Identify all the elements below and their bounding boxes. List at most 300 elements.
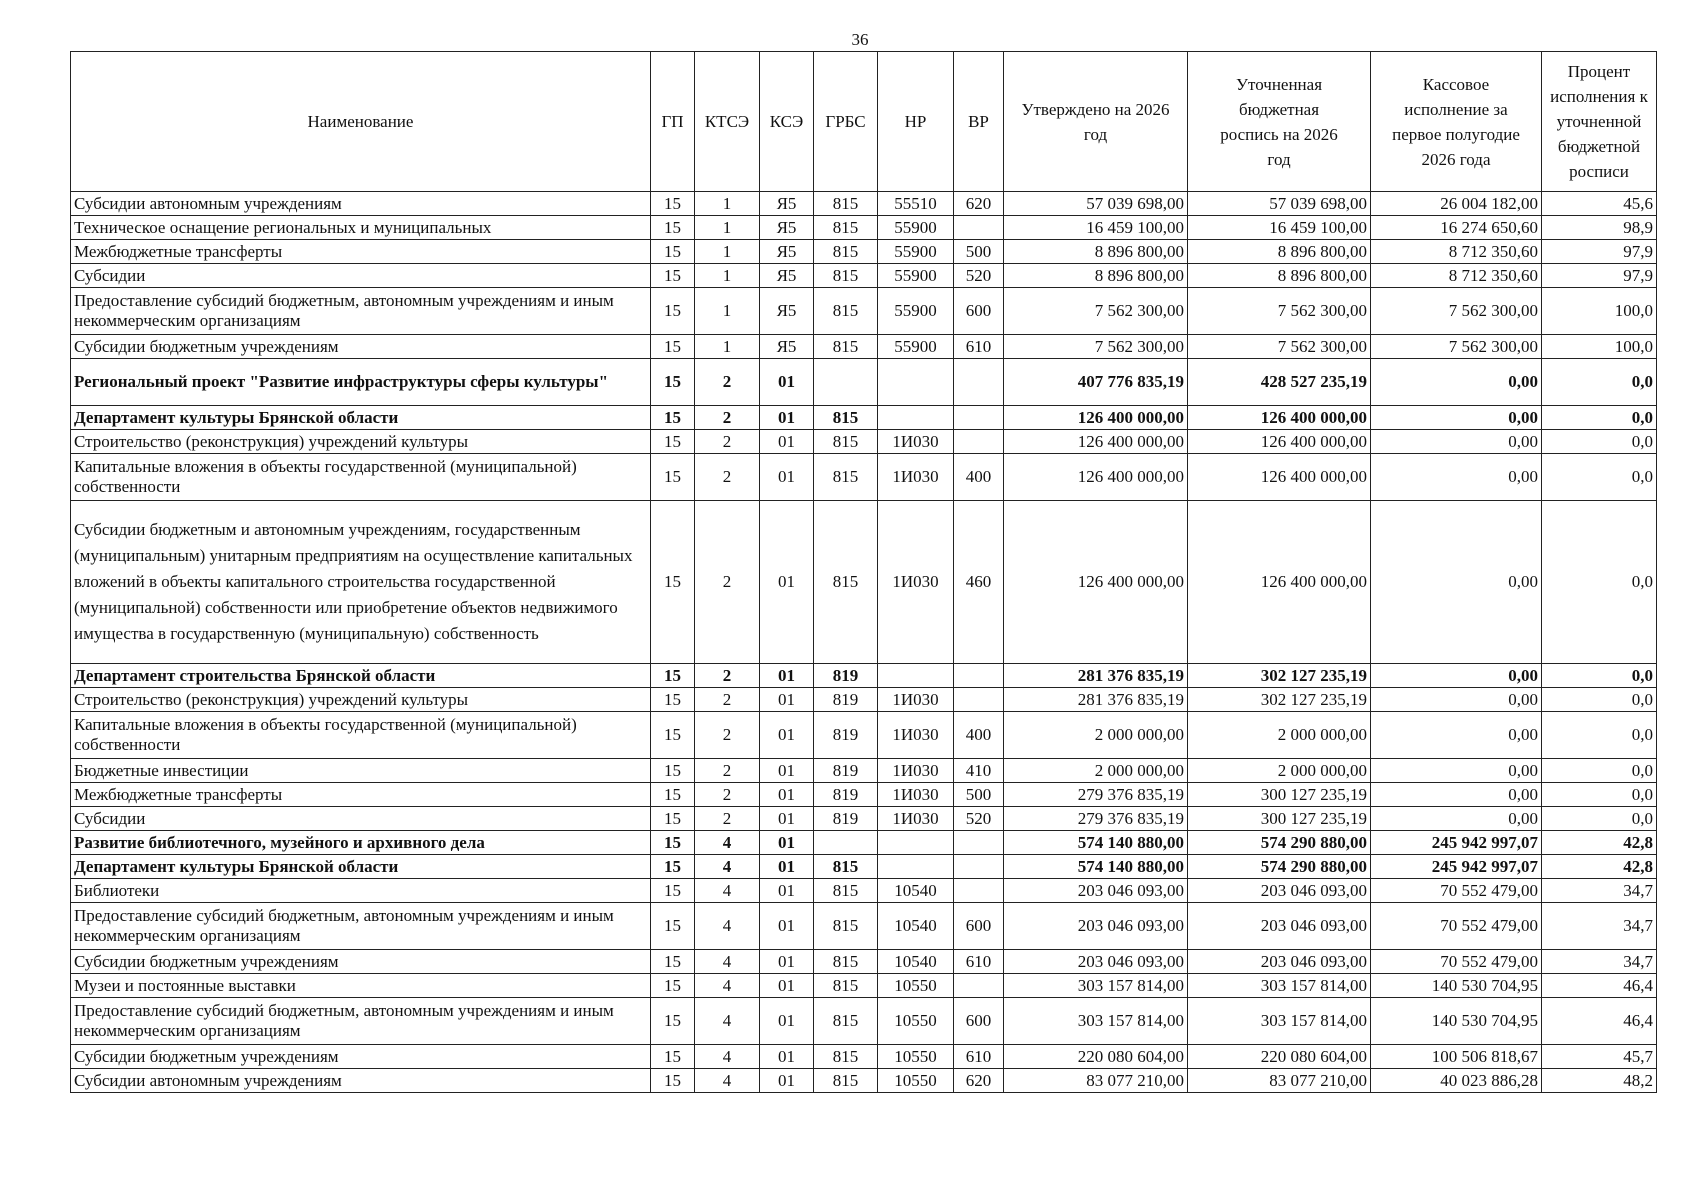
cell-refined: 83 077 210,00 bbox=[1188, 1069, 1371, 1093]
cell-refined: 574 290 880,00 bbox=[1188, 855, 1371, 879]
cell-refined: 126 400 000,00 bbox=[1188, 454, 1371, 501]
cell-ktse: 2 bbox=[695, 501, 760, 664]
cell-kse: 01 bbox=[760, 664, 814, 688]
cell-cash: 0,00 bbox=[1371, 501, 1542, 664]
cell-refined: 126 400 000,00 bbox=[1188, 430, 1371, 454]
cell-vr bbox=[954, 831, 1004, 855]
cell-approved: 574 140 880,00 bbox=[1004, 831, 1188, 855]
table-row bbox=[71, 288, 1657, 335]
cell-percent: 98,9 bbox=[1542, 216, 1657, 240]
header-refined: Уточненная бюджетная роспись на 2026 год bbox=[1188, 52, 1371, 192]
cell-kse: 01 bbox=[760, 783, 814, 807]
cell-grbs: 815 bbox=[814, 998, 878, 1045]
cell-kse: 01 bbox=[760, 855, 814, 879]
cell-nr: 55900 bbox=[878, 240, 954, 264]
cell-ktse: 4 bbox=[695, 950, 760, 974]
cell-gp: 15 bbox=[651, 454, 695, 501]
cell-percent: 97,9 bbox=[1542, 240, 1657, 264]
cell-vr: 610 bbox=[954, 950, 1004, 974]
cell-gp: 15 bbox=[651, 359, 695, 406]
cell-kse: Я5 bbox=[760, 288, 814, 335]
cell-cash: 245 942 997,07 bbox=[1371, 831, 1542, 855]
cell-cash: 0,00 bbox=[1371, 664, 1542, 688]
cell-name: Предоставление субсидий бюджетным, автономным учреждениям и иным некоммерческим организациям bbox=[71, 903, 651, 950]
cell-nr bbox=[878, 664, 954, 688]
table-row bbox=[71, 264, 1657, 288]
cell-grbs: 815 bbox=[814, 903, 878, 950]
cell-approved: 203 046 093,00 bbox=[1004, 903, 1188, 950]
cell-refined: 574 290 880,00 bbox=[1188, 831, 1371, 855]
cell-name: Предоставление субсидий бюджетным, автономным учреждениям и иным некоммерческим организациям bbox=[71, 288, 651, 335]
table-row bbox=[71, 454, 1657, 501]
table-row bbox=[71, 501, 1657, 664]
cell-name: Субсидии автономным учреждениям bbox=[71, 192, 651, 216]
cell-gp: 15 bbox=[651, 855, 695, 879]
table-row bbox=[71, 1045, 1657, 1069]
cell-percent: 100,0 bbox=[1542, 288, 1657, 335]
cell-ktse: 1 bbox=[695, 216, 760, 240]
cell-kse: 01 bbox=[760, 712, 814, 759]
cell-gp: 15 bbox=[651, 430, 695, 454]
cell-ktse: 2 bbox=[695, 688, 760, 712]
cell-vr: 520 bbox=[954, 807, 1004, 831]
header-grbs: ГРБС bbox=[814, 52, 878, 192]
cell-percent: 45,6 bbox=[1542, 192, 1657, 216]
cell-percent: 42,8 bbox=[1542, 855, 1657, 879]
cell-gp: 15 bbox=[651, 903, 695, 950]
cell-ktse: 4 bbox=[695, 831, 760, 855]
cell-percent: 0,0 bbox=[1542, 807, 1657, 831]
cell-ktse: 2 bbox=[695, 783, 760, 807]
cell-cash: 140 530 704,95 bbox=[1371, 974, 1542, 998]
cell-nr: 10540 bbox=[878, 950, 954, 974]
table-row bbox=[71, 807, 1657, 831]
cell-gp: 15 bbox=[651, 759, 695, 783]
cell-refined: 126 400 000,00 bbox=[1188, 406, 1371, 430]
cell-approved: 203 046 093,00 bbox=[1004, 879, 1188, 903]
cell-ktse: 2 bbox=[695, 807, 760, 831]
cell-grbs bbox=[814, 831, 878, 855]
cell-vr: 610 bbox=[954, 1045, 1004, 1069]
cell-ktse: 1 bbox=[695, 335, 760, 359]
cell-refined: 7 562 300,00 bbox=[1188, 288, 1371, 335]
cell-nr: 55510 bbox=[878, 192, 954, 216]
cell-approved: 126 400 000,00 bbox=[1004, 501, 1188, 664]
cell-gp: 15 bbox=[651, 501, 695, 664]
cell-nr: 10550 bbox=[878, 974, 954, 998]
cell-refined: 2 000 000,00 bbox=[1188, 759, 1371, 783]
cell-percent: 34,7 bbox=[1542, 879, 1657, 903]
cell-nr: 1И030 bbox=[878, 759, 954, 783]
cell-approved: 2 000 000,00 bbox=[1004, 712, 1188, 759]
cell-vr: 410 bbox=[954, 759, 1004, 783]
cell-refined: 2 000 000,00 bbox=[1188, 712, 1371, 759]
cell-ktse: 4 bbox=[695, 974, 760, 998]
cell-nr: 10550 bbox=[878, 998, 954, 1045]
cell-refined: 7 562 300,00 bbox=[1188, 335, 1371, 359]
cell-refined: 8 896 800,00 bbox=[1188, 240, 1371, 264]
cell-approved: 279 376 835,19 bbox=[1004, 783, 1188, 807]
cell-percent: 48,2 bbox=[1542, 1069, 1657, 1093]
cell-vr bbox=[954, 879, 1004, 903]
cell-kse: 01 bbox=[760, 688, 814, 712]
cell-approved: 574 140 880,00 bbox=[1004, 855, 1188, 879]
cell-ktse: 2 bbox=[695, 664, 760, 688]
cell-refined: 203 046 093,00 bbox=[1188, 950, 1371, 974]
page-number: 36 bbox=[851, 30, 869, 49]
cell-kse: 01 bbox=[760, 950, 814, 974]
cell-kse: 01 bbox=[760, 501, 814, 664]
cell-name: Региональный проект "Развитие инфраструктуры сферы культуры" bbox=[71, 359, 651, 406]
cell-percent: 0,0 bbox=[1542, 430, 1657, 454]
cell-name: Межбюджетные трансферты bbox=[71, 783, 651, 807]
cell-name: Департамент строительства Брянской области bbox=[71, 664, 651, 688]
cell-nr: 1И030 bbox=[878, 783, 954, 807]
cell-cash: 140 530 704,95 bbox=[1371, 998, 1542, 1045]
cell-ktse: 4 bbox=[695, 855, 760, 879]
cell-refined: 8 896 800,00 bbox=[1188, 264, 1371, 288]
table-row bbox=[71, 783, 1657, 807]
table-row bbox=[71, 712, 1657, 759]
cell-approved: 8 896 800,00 bbox=[1004, 240, 1188, 264]
cell-nr: 10540 bbox=[878, 903, 954, 950]
cell-refined: 302 127 235,19 bbox=[1188, 664, 1371, 688]
cell-vr bbox=[954, 688, 1004, 712]
cell-kse: 01 bbox=[760, 807, 814, 831]
cell-name: Предоставление субсидий бюджетным, автономным учреждениям и иным некоммерческим организациям bbox=[71, 998, 651, 1045]
cell-name: Субсидии bbox=[71, 807, 651, 831]
cell-ktse: 2 bbox=[695, 406, 760, 430]
cell-kse: 01 bbox=[760, 1069, 814, 1093]
table-row bbox=[71, 216, 1657, 240]
cell-cash: 0,00 bbox=[1371, 712, 1542, 759]
cell-cash: 70 552 479,00 bbox=[1371, 950, 1542, 974]
cell-cash: 0,00 bbox=[1371, 406, 1542, 430]
cell-grbs: 815 bbox=[814, 950, 878, 974]
cell-cash: 0,00 bbox=[1371, 454, 1542, 501]
cell-approved: 16 459 100,00 bbox=[1004, 216, 1188, 240]
header-ktse: КТСЭ bbox=[695, 52, 760, 192]
cell-cash: 0,00 bbox=[1371, 430, 1542, 454]
cell-percent: 34,7 bbox=[1542, 903, 1657, 950]
cell-grbs: 815 bbox=[814, 288, 878, 335]
table-row bbox=[71, 998, 1657, 1045]
cell-kse: 01 bbox=[760, 359, 814, 406]
cell-ktse: 2 bbox=[695, 359, 760, 406]
cell-name: Межбюджетные трансферты bbox=[71, 240, 651, 264]
cell-nr: 1И030 bbox=[878, 712, 954, 759]
cell-approved: 281 376 835,19 bbox=[1004, 664, 1188, 688]
cell-refined: 220 080 604,00 bbox=[1188, 1045, 1371, 1069]
cell-nr: 55900 bbox=[878, 216, 954, 240]
cell-grbs: 815 bbox=[814, 335, 878, 359]
cell-vr bbox=[954, 430, 1004, 454]
cell-approved: 83 077 210,00 bbox=[1004, 1069, 1188, 1093]
cell-vr bbox=[954, 855, 1004, 879]
cell-refined: 300 127 235,19 bbox=[1188, 807, 1371, 831]
cell-cash: 7 562 300,00 bbox=[1371, 335, 1542, 359]
cell-name: Субсидии автономным учреждениям bbox=[71, 1069, 651, 1093]
table-row bbox=[71, 879, 1657, 903]
cell-approved: 303 157 814,00 bbox=[1004, 998, 1188, 1045]
cell-approved: 407 776 835,19 bbox=[1004, 359, 1188, 406]
cell-approved: 220 080 604,00 bbox=[1004, 1045, 1188, 1069]
cell-name: Строительство (реконструкция) учреждений культуры bbox=[71, 688, 651, 712]
table-row bbox=[71, 903, 1657, 950]
cell-vr: 500 bbox=[954, 240, 1004, 264]
cell-ktse: 2 bbox=[695, 430, 760, 454]
cell-gp: 15 bbox=[651, 712, 695, 759]
cell-approved: 7 562 300,00 bbox=[1004, 335, 1188, 359]
cell-nr: 1И030 bbox=[878, 807, 954, 831]
cell-cash: 100 506 818,67 bbox=[1371, 1045, 1542, 1069]
cell-cash: 0,00 bbox=[1371, 359, 1542, 406]
cell-grbs: 815 bbox=[814, 879, 878, 903]
cell-vr bbox=[954, 406, 1004, 430]
table-row bbox=[71, 406, 1657, 430]
cell-name: Субсидии бюджетным учреждениям bbox=[71, 335, 651, 359]
cell-percent: 0,0 bbox=[1542, 759, 1657, 783]
cell-kse: 01 bbox=[760, 406, 814, 430]
cell-approved: 126 400 000,00 bbox=[1004, 454, 1188, 501]
cell-nr bbox=[878, 831, 954, 855]
cell-percent: 97,9 bbox=[1542, 264, 1657, 288]
cell-grbs: 815 bbox=[814, 264, 878, 288]
cell-name: Субсидии бюджетным учреждениям bbox=[71, 950, 651, 974]
cell-approved: 281 376 835,19 bbox=[1004, 688, 1188, 712]
cell-name: Субсидии бюджетным и автономным учреждениям, государственным (муниципальным) унитарным предприятиям на осуществление капитальных вложений в объекты капитального строительства государственной (муниципальной) собственности или приобретение объектов недвижимого имущества в государственную (муниципальную) собственность bbox=[71, 501, 651, 664]
cell-approved: 8 896 800,00 bbox=[1004, 264, 1188, 288]
cell-grbs: 815 bbox=[814, 855, 878, 879]
cell-cash: 7 562 300,00 bbox=[1371, 288, 1542, 335]
cell-percent: 34,7 bbox=[1542, 950, 1657, 974]
cell-vr: 400 bbox=[954, 712, 1004, 759]
table-body bbox=[71, 192, 1657, 1093]
cell-nr: 1И030 bbox=[878, 430, 954, 454]
cell-percent: 0,0 bbox=[1542, 359, 1657, 406]
cell-grbs: 819 bbox=[814, 807, 878, 831]
cell-grbs: 819 bbox=[814, 712, 878, 759]
header-approved: Утверждено на 2026 год bbox=[1004, 52, 1188, 192]
cell-vr: 600 bbox=[954, 998, 1004, 1045]
cell-ktse: 1 bbox=[695, 264, 760, 288]
cell-gp: 15 bbox=[651, 783, 695, 807]
cell-grbs: 815 bbox=[814, 430, 878, 454]
cell-grbs: 819 bbox=[814, 664, 878, 688]
cell-cash: 0,00 bbox=[1371, 807, 1542, 831]
cell-gp: 15 bbox=[651, 1045, 695, 1069]
cell-nr: 10550 bbox=[878, 1045, 954, 1069]
cell-nr: 1И030 bbox=[878, 688, 954, 712]
cell-name: Департамент культуры Брянской области bbox=[71, 855, 651, 879]
table-row bbox=[71, 240, 1657, 264]
cell-cash: 26 004 182,00 bbox=[1371, 192, 1542, 216]
cell-ktse: 4 bbox=[695, 998, 760, 1045]
cell-refined: 303 157 814,00 bbox=[1188, 974, 1371, 998]
cell-name: Субсидии bbox=[71, 264, 651, 288]
cell-refined: 428 527 235,19 bbox=[1188, 359, 1371, 406]
cell-grbs: 815 bbox=[814, 1069, 878, 1093]
cell-kse: Я5 bbox=[760, 216, 814, 240]
cell-grbs: 815 bbox=[814, 192, 878, 216]
cell-name: Субсидии бюджетным учреждениям bbox=[71, 1045, 651, 1069]
cell-nr: 1И030 bbox=[878, 501, 954, 664]
cell-kse: 01 bbox=[760, 903, 814, 950]
cell-approved: 126 400 000,00 bbox=[1004, 406, 1188, 430]
header-gp: ГП bbox=[651, 52, 695, 192]
cell-percent: 45,7 bbox=[1542, 1045, 1657, 1069]
cell-name: Департамент культуры Брянской области bbox=[71, 406, 651, 430]
cell-gp: 15 bbox=[651, 664, 695, 688]
table-row bbox=[71, 759, 1657, 783]
cell-nr: 10540 bbox=[878, 879, 954, 903]
cell-ktse: 1 bbox=[695, 240, 760, 264]
cell-nr: 55900 bbox=[878, 288, 954, 335]
cell-kse: 01 bbox=[760, 1045, 814, 1069]
cell-nr: 10550 bbox=[878, 1069, 954, 1093]
cell-kse: 01 bbox=[760, 759, 814, 783]
cell-percent: 42,8 bbox=[1542, 831, 1657, 855]
cell-refined: 300 127 235,19 bbox=[1188, 783, 1371, 807]
cell-nr bbox=[878, 359, 954, 406]
cell-gp: 15 bbox=[651, 688, 695, 712]
cell-grbs bbox=[814, 359, 878, 406]
cell-approved: 7 562 300,00 bbox=[1004, 288, 1188, 335]
cell-cash: 8 712 350,60 bbox=[1371, 240, 1542, 264]
cell-nr bbox=[878, 406, 954, 430]
cell-percent: 0,0 bbox=[1542, 712, 1657, 759]
cell-approved: 203 046 093,00 bbox=[1004, 950, 1188, 974]
cell-vr: 460 bbox=[954, 501, 1004, 664]
cell-name: Развитие библиотечного, музейного и архивного дела bbox=[71, 831, 651, 855]
cell-ktse: 4 bbox=[695, 1069, 760, 1093]
cell-gp: 15 bbox=[651, 192, 695, 216]
cell-ktse: 2 bbox=[695, 759, 760, 783]
cell-nr: 1И030 bbox=[878, 454, 954, 501]
cell-percent: 46,4 bbox=[1542, 974, 1657, 998]
cell-gp: 15 bbox=[651, 974, 695, 998]
cell-refined: 203 046 093,00 bbox=[1188, 879, 1371, 903]
cell-vr: 610 bbox=[954, 335, 1004, 359]
cell-percent: 46,4 bbox=[1542, 998, 1657, 1045]
cell-cash: 0,00 bbox=[1371, 759, 1542, 783]
cell-kse: 01 bbox=[760, 998, 814, 1045]
cell-gp: 15 bbox=[651, 879, 695, 903]
cell-grbs: 819 bbox=[814, 783, 878, 807]
table-row bbox=[71, 688, 1657, 712]
cell-grbs: 815 bbox=[814, 240, 878, 264]
cell-nr: 55900 bbox=[878, 264, 954, 288]
cell-kse: Я5 bbox=[760, 192, 814, 216]
cell-kse: Я5 bbox=[760, 240, 814, 264]
table-row bbox=[71, 430, 1657, 454]
cell-grbs: 815 bbox=[814, 406, 878, 430]
cell-gp: 15 bbox=[651, 807, 695, 831]
table-row bbox=[71, 192, 1657, 216]
cell-kse: 01 bbox=[760, 454, 814, 501]
cell-vr bbox=[954, 974, 1004, 998]
cell-percent: 0,0 bbox=[1542, 501, 1657, 664]
cell-vr: 600 bbox=[954, 903, 1004, 950]
cell-vr bbox=[954, 216, 1004, 240]
cell-kse: Я5 bbox=[760, 335, 814, 359]
table-row bbox=[71, 359, 1657, 406]
cell-kse: 01 bbox=[760, 831, 814, 855]
cell-refined: 16 459 100,00 bbox=[1188, 216, 1371, 240]
cell-gp: 15 bbox=[651, 1069, 695, 1093]
cell-cash: 0,00 bbox=[1371, 688, 1542, 712]
cell-gp: 15 bbox=[651, 998, 695, 1045]
cell-percent: 0,0 bbox=[1542, 783, 1657, 807]
cell-percent: 0,0 bbox=[1542, 406, 1657, 430]
cell-ktse: 1 bbox=[695, 288, 760, 335]
cell-name: Строительство (реконструкция) учреждений культуры bbox=[71, 430, 651, 454]
cell-kse: 01 bbox=[760, 430, 814, 454]
cell-cash: 70 552 479,00 bbox=[1371, 903, 1542, 950]
cell-cash: 40 023 886,28 bbox=[1371, 1069, 1542, 1093]
cell-vr: 400 bbox=[954, 454, 1004, 501]
cell-percent: 100,0 bbox=[1542, 335, 1657, 359]
header-cash: Кассовое исполнение за первое полугодие 2026 года bbox=[1371, 52, 1542, 192]
header-nr: НР bbox=[878, 52, 954, 192]
header-percent: Процент исполнения к уточненной бюджетной росписи bbox=[1542, 52, 1657, 192]
cell-cash: 245 942 997,07 bbox=[1371, 855, 1542, 879]
cell-vr: 500 bbox=[954, 783, 1004, 807]
cell-gp: 15 bbox=[651, 264, 695, 288]
cell-cash: 16 274 650,60 bbox=[1371, 216, 1542, 240]
cell-refined: 302 127 235,19 bbox=[1188, 688, 1371, 712]
cell-gp: 15 bbox=[651, 335, 695, 359]
cell-vr bbox=[954, 664, 1004, 688]
cell-name: Капитальные вложения в объекты государственной (муниципальной) собственности bbox=[71, 712, 651, 759]
header-name: Наименование bbox=[71, 52, 651, 192]
cell-gp: 15 bbox=[651, 216, 695, 240]
cell-grbs: 815 bbox=[814, 974, 878, 998]
table-row bbox=[71, 974, 1657, 998]
cell-approved: 2 000 000,00 bbox=[1004, 759, 1188, 783]
header-row bbox=[71, 52, 1657, 192]
table-row bbox=[71, 831, 1657, 855]
cell-approved: 279 376 835,19 bbox=[1004, 807, 1188, 831]
cell-kse: 01 bbox=[760, 974, 814, 998]
cell-ktse: 4 bbox=[695, 1045, 760, 1069]
cell-vr bbox=[954, 359, 1004, 406]
cell-cash: 70 552 479,00 bbox=[1371, 879, 1542, 903]
table-row bbox=[71, 335, 1657, 359]
cell-approved: 303 157 814,00 bbox=[1004, 974, 1188, 998]
cell-name: Капитальные вложения в объекты государственной (муниципальной) собственности bbox=[71, 454, 651, 501]
cell-name: Музеи и постоянные выставки bbox=[71, 974, 651, 998]
cell-vr: 620 bbox=[954, 1069, 1004, 1093]
cell-refined: 57 039 698,00 bbox=[1188, 192, 1371, 216]
cell-percent: 0,0 bbox=[1542, 664, 1657, 688]
table-row bbox=[71, 950, 1657, 974]
table-row bbox=[71, 1069, 1657, 1093]
cell-grbs: 815 bbox=[814, 454, 878, 501]
cell-name: Бюджетные инвестиции bbox=[71, 759, 651, 783]
cell-grbs: 819 bbox=[814, 759, 878, 783]
cell-ktse: 4 bbox=[695, 879, 760, 903]
cell-gp: 15 bbox=[651, 406, 695, 430]
cell-name: Библиотеки bbox=[71, 879, 651, 903]
cell-ktse: 2 bbox=[695, 454, 760, 501]
cell-cash: 8 712 350,60 bbox=[1371, 264, 1542, 288]
table-row bbox=[71, 855, 1657, 879]
cell-vr: 520 bbox=[954, 264, 1004, 288]
cell-kse: 01 bbox=[760, 879, 814, 903]
cell-refined: 303 157 814,00 bbox=[1188, 998, 1371, 1045]
cell-percent: 0,0 bbox=[1542, 688, 1657, 712]
